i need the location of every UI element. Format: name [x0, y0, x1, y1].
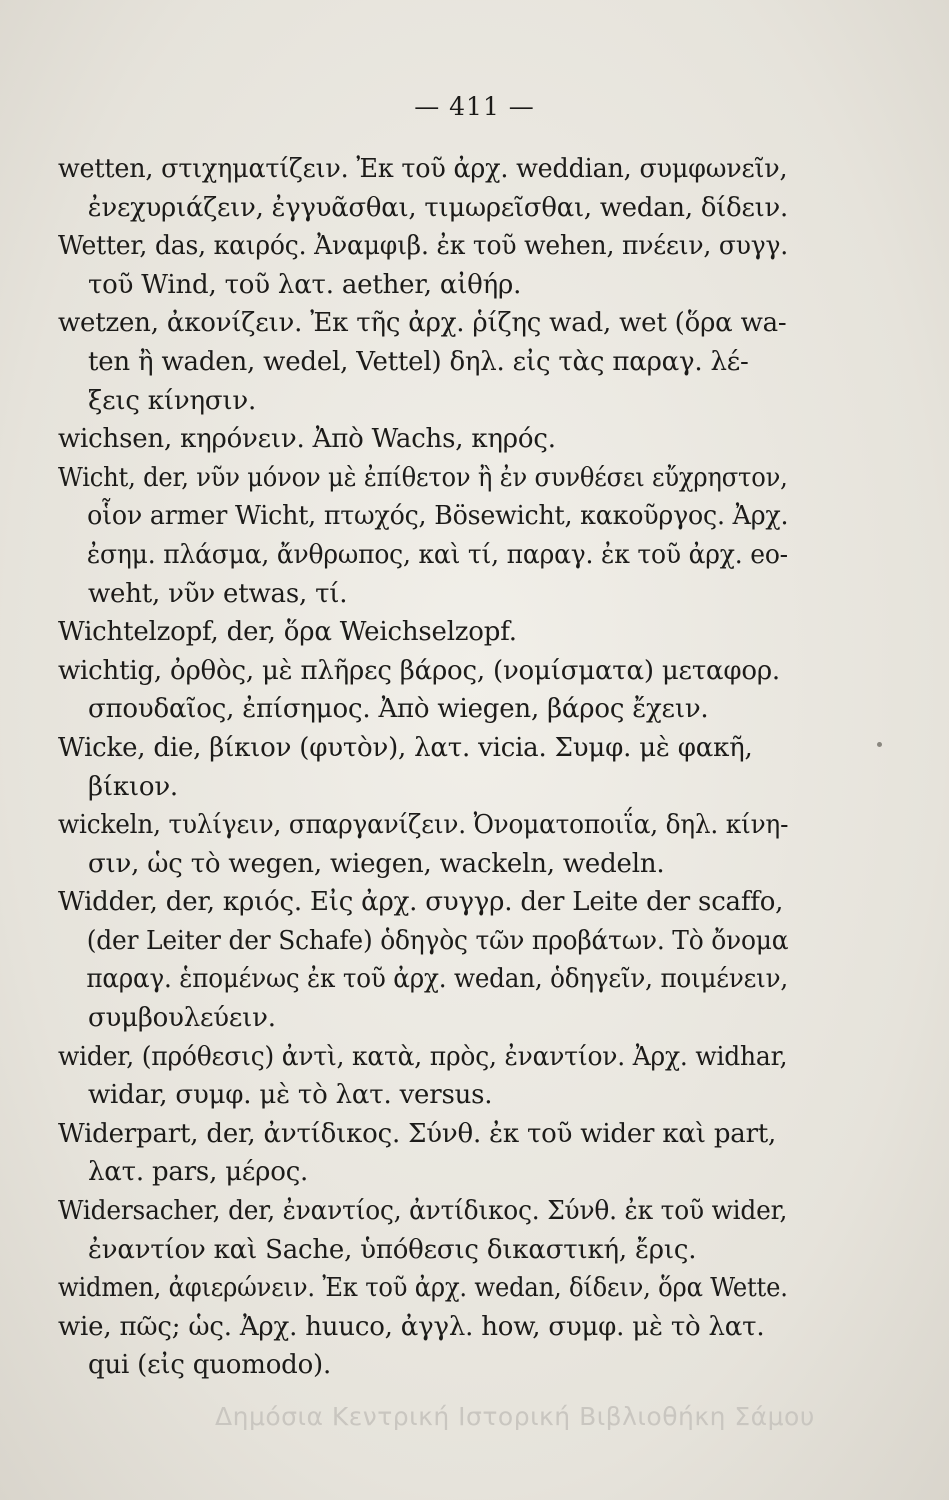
page-number: — 411 — [414, 92, 535, 121]
entry-line: λατ. pars, μέρος. [88, 1157, 309, 1188]
dictionary-entry [58, 1115, 788, 1192]
dictionary-entry [58, 304, 788, 420]
entry-line: ten ἢ waden, wedel, Vettel) δηλ. εἰς τὰς παραγ. λέ- [88, 346, 749, 377]
dictionary-entry [58, 1038, 788, 1115]
entry-line: widar, συμφ. μὲ τὸ λατ. versus. [88, 1080, 493, 1111]
dictionary-entry [58, 1308, 788, 1385]
entry-line: ξεις κίνησιν. [88, 385, 257, 416]
entry-line: wichtig, ὀρθὸς, μὲ πλῆρες βάρος, (νομίσματα) μεταφορ. [58, 655, 780, 686]
entry-line: Widerpart, der, ἀντίδικος. Σύνθ. ἐκ τοῦ wider καὶ part, [58, 1118, 777, 1149]
entry-line: ἐνεχυριάζειν, ἐγγυᾶσθαι, τιμωρεῖσθαι, wedan, δίδειν. [87, 192, 789, 223]
dictionary-entry [58, 652, 788, 729]
dictionary-entry [58, 729, 788, 806]
entry-line: Widder, der, κριός. Εἰς ἀρχ. συγγρ. der Leite der scaffo, [58, 887, 784, 918]
dictionary-entry [58, 883, 788, 1037]
dictionary-entry [58, 806, 788, 883]
entry-line: qui (εἰς quomodo). [88, 1350, 332, 1381]
dictionary-entry [58, 613, 788, 652]
entry-line: σιν, ὡς τὸ wegen, wiegen, wackeln, wedeln. [88, 848, 665, 879]
dictionary-entries [58, 150, 788, 1385]
entry-line: wider, (πρόθεσις) ἀντὶ, κατὰ, πρὸς, ἐναντίον. Ἀρχ. widhar, [58, 1041, 788, 1072]
entry-line: wie, πῶς; ὡς. Ἀρχ. huuco, ἀγγλ. how, συμφ. μὲ τὸ λατ. [58, 1311, 765, 1342]
entry-line: Widersacher, der, ἐναντίος, ἀντίδικος. Σύνθ. ἐκ τοῦ wider, [58, 1196, 788, 1227]
entry-line: παραγ. ἑπομένως ἐκ τοῦ ἀρχ. wedan, ὁδηγεῖν, ποιμένειν, [86, 964, 789, 995]
dictionary-entry [58, 1192, 788, 1269]
entry-line: βίκιον. [88, 771, 178, 802]
entry-line: οἷον armer Wicht, πτωχός, Bösewicht, κακοῦργος. Ἀρχ. [87, 501, 789, 532]
dictionary-entry [58, 1269, 788, 1308]
entry-line: wickeln, τυλίγειν, σπαργανίζειν. Ὀνοματοποιΐα, δηλ. κίνη- [58, 810, 789, 841]
entry-line: ἐναντίον καὶ Sache, ὑπόθεσις δικαστική, ἔρις. [88, 1234, 697, 1265]
entry-line: widmen, ἀφιερώνειν. Ἐκ τοῦ ἀρχ. wedan, δίδειν, ὅρα Wette. [58, 1273, 788, 1304]
entry-line: (der Leiter der Schafe) ὁδηγὸς τῶν προβάτων. Τὸ ὄνομα [86, 925, 789, 956]
library-watermark: Δημόσια Κεντρική Ιστορική Βιβλιοθήκη Σάμου [215, 1402, 815, 1431]
dictionary-entry [58, 459, 788, 613]
dictionary-entry [58, 227, 788, 304]
entry-line: σπουδαῖος, ἐπίσημος. Ἀπὸ wiegen, βάρος ἔχειν. [88, 694, 709, 725]
entry-line: wetten, στιχηματίζειν. Ἐκ τοῦ ἀρχ. weddian, συμφωνεῖν, [58, 154, 788, 184]
entry-line: weht, νῦν etwas, τί. [88, 578, 348, 609]
entry-line: τοῦ Wind, τοῦ λατ. aether, αἰθήρ. [88, 269, 522, 300]
entry-line: Wichtelzopf, der, ὅρα Weichselzopf. [58, 617, 517, 648]
dictionary-entry [58, 150, 788, 227]
ink-dot [877, 742, 882, 747]
entry-line: Wicke, die, βίκιον (φυτὸν), λατ. vicia. Συμφ. μὲ φακῆ, [58, 732, 753, 763]
entry-line: συμβουλεύειν. [88, 1003, 276, 1034]
entry-line: Wicht, der, νῦν μόνον μὲ ἐπίθετον ἢ ἐν συνθέσει εὔχρηστον, [58, 462, 788, 493]
entry-line: wetzen, ἀκονίζειν. Ἐκ τῆς ἀρχ. ῥίζης wad, wet (ὅρα wa- [58, 308, 787, 339]
entry-line: Wetter, das, καιρός. Ἀναμφιβ. ἐκ τοῦ wehen, πνέειν, συγγ. [58, 231, 789, 262]
entry-line: ἐσημ. πλάσμα, ἄνθρωπος, καὶ τί, παραγ. ἐκ τοῦ ἀρχ. eo- [86, 539, 788, 570]
entry-line: wichsen, κηρόνειν. Ἀπὸ Wachs, κηρός. [58, 424, 556, 455]
dictionary-entry [58, 420, 788, 459]
